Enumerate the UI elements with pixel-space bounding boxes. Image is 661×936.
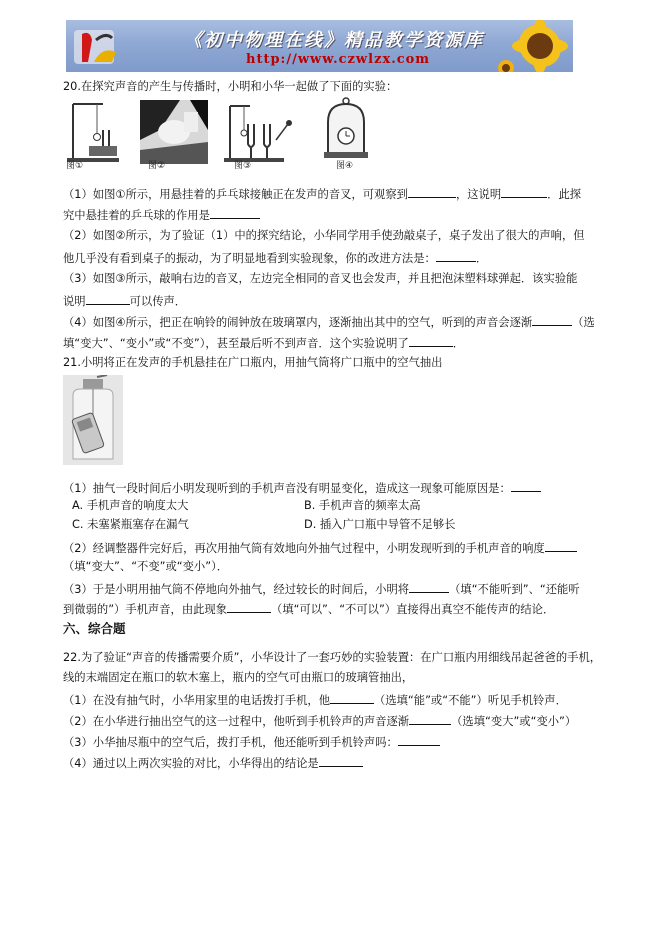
q21-p1-text: （1）抽气一段时间后小明发现听到的手机声音没有明显变化，造成这一现象可能原因是： xyxy=(63,482,511,495)
q20-part4-line1 xyxy=(63,314,595,330)
sunflower-icon xyxy=(496,20,573,72)
q22-p2-text-a: （2）在小华进行抽出空气的这一过程中，他听到手机铃声的声音逐渐 xyxy=(63,715,410,728)
banner-title: 《初中物理在线》精品教学资源库 xyxy=(184,30,484,51)
header-banner xyxy=(66,20,573,72)
answer-blank[interactable] xyxy=(409,335,453,347)
q20-p4-text-b: （选 xyxy=(572,316,595,329)
q22-stem-line2: 线的末端固定在瓶口的软木塞上，瓶内的空气可由瓶口的玻璃管抽出， xyxy=(63,671,414,684)
q22-p1-text-b: （选填“能”或“不能”）听见手机铃声． xyxy=(374,694,567,707)
q21-part1 xyxy=(63,480,541,496)
q22-p1-text-a: （1）在没有抽气时，小华用家里的电话拨打手机，他 xyxy=(63,694,331,707)
answer-blank[interactable] xyxy=(409,581,449,593)
figure-2-knocking-table-photo xyxy=(140,100,208,164)
q20-p3-text-c: 可以传声． xyxy=(129,295,187,308)
q21-part2-line2: （填“变大”、“不变”或“变小”）． xyxy=(63,560,229,573)
figure-phone-in-jar xyxy=(63,375,123,465)
q22-stem-line1: 22.为了验证“声音的传播需要介质”，小华设计了一套巧妙的实验装置：在广口瓶内用细线吊起爸爸的手机， xyxy=(63,651,602,664)
q20-part3-line2 xyxy=(63,293,186,309)
q22-part4 xyxy=(63,755,363,771)
answer-blank[interactable] xyxy=(436,250,476,262)
answer-blank[interactable] xyxy=(330,692,374,704)
q20-p3-text-b: 说明 xyxy=(63,295,86,308)
q20-part2-line2 xyxy=(63,250,487,266)
q21-p3-text-a: （3）于是小明用抽气筒不停地向外抽气，经过较长的时间后，小明将 xyxy=(63,583,410,596)
q22-part2 xyxy=(63,713,576,729)
site-logo-icon xyxy=(72,26,142,68)
q20-part1-line2 xyxy=(63,207,260,223)
q20-p1-text-b: ，这说明 xyxy=(455,188,502,201)
q21-p3-text-b: （填“不能听到”、“还能听 xyxy=(449,583,580,596)
figure-4-label: 图④ xyxy=(336,161,354,171)
q22-p2-text-b: （选填“变大”或“变小”） xyxy=(451,715,577,728)
q22-part1 xyxy=(63,692,567,708)
q21-part2-line1 xyxy=(63,540,577,556)
q22-part3 xyxy=(63,734,440,750)
answer-blank[interactable] xyxy=(532,314,572,326)
answer-blank[interactable] xyxy=(319,755,363,767)
figure-3-two-tuning-forks xyxy=(222,100,300,164)
answer-blank[interactable] xyxy=(210,207,260,219)
answer-blank[interactable] xyxy=(501,186,547,198)
q21-part3-line1 xyxy=(63,581,580,597)
figure-2-label: 图② xyxy=(148,161,166,171)
q20-part3-line1: （3）如图③所示，敲响右边的音叉，左边完全相同的音叉也会发声，并且把泡沫塑料球弹起．该实验能 xyxy=(63,272,578,285)
q22-p3-text-a: （3）小华抽尽瓶中的空气后，拨打手机，他还能听到手机铃声吗： xyxy=(63,736,398,749)
q20-p4-text-c: 填“变大”、“变小”或“不变”），甚至最后听不到声音．这个实验说明了 xyxy=(63,337,409,350)
q21-option-c[interactable]: C. 未塞紧瓶塞存在漏气 xyxy=(72,518,189,531)
answer-blank[interactable] xyxy=(511,480,541,492)
answer-blank[interactable] xyxy=(409,713,451,725)
q21-p3-text-d: （填“可以”、“不可以”）直接得出真空不能传声的结论． xyxy=(271,603,555,616)
figure-1-tuning-fork-pingpong xyxy=(63,100,125,166)
q20-p1-text-d: 究中悬挂着的乒乓球的作用是 xyxy=(63,209,210,222)
banner-url[interactable]: http://www.czwlzx.com xyxy=(246,52,431,67)
q20-part1-line1 xyxy=(63,186,581,202)
figure-3-label: 图③ xyxy=(234,161,252,171)
q21-p3-text-c: 到微弱的”）手机声音，由此现象 xyxy=(63,603,228,616)
section-heading: 六、综合题 xyxy=(63,621,126,636)
q20-p4-text-d: ． xyxy=(452,337,465,350)
q20-part4-line2 xyxy=(63,335,464,351)
q20-part2-line1: （2）如图②所示，为了验证（1）中的探究结论，小华同学用手使劲敲桌子，桌子发出了很大的声响，但 xyxy=(63,229,585,242)
q21-stem: 21.小明将正在发声的手机悬挂在广口瓶内，用抽气筒将广口瓶中的空气抽出 xyxy=(63,356,443,369)
answer-blank[interactable] xyxy=(227,601,271,613)
q20-p4-text-a: （4）如图④所示，把正在响铃的闹钟放在玻璃罩内，逐渐抽出其中的空气，听到的声音会逐渐 xyxy=(63,316,533,329)
figure-1-label: 图① xyxy=(66,161,84,171)
q22-p4-text-a: （4）通过以上两次实验的对比，小华得出的结论是 xyxy=(63,757,319,770)
q21-option-d[interactable]: D. 插入广口瓶中导管不足够长 xyxy=(304,518,456,531)
q20-p2-text-b: 他几乎没有看到桌子的振动，为了明显地看到实验现象，你的改进方法是： xyxy=(63,252,436,265)
answer-blank[interactable] xyxy=(86,293,130,305)
answer-blank[interactable] xyxy=(398,734,440,746)
q21-option-b[interactable]: B. 手机声音的频率太高 xyxy=(304,499,421,512)
q21-p2-text-a: （2）经调整器件完好后，再次用抽气筒有效地向外抽气过程中，小明发现听到的手机声音的响度 xyxy=(63,542,545,555)
q20-p1-text-a: （1）如图①所示，用悬挂着的乒乓球接触正在发声的音叉，可观察到 xyxy=(63,188,408,201)
answer-blank[interactable] xyxy=(545,540,577,552)
q21-part3-line2 xyxy=(63,601,554,617)
q20-stem: 20.在探究声音的产生与传播时，小明和小华一起做了下面的实验： xyxy=(63,80,398,93)
answer-blank[interactable] xyxy=(408,186,456,198)
figure-4-bell-jar-clock xyxy=(322,96,370,164)
q21-option-a[interactable]: A. 手机声音的响度太大 xyxy=(72,499,189,512)
q20-p1-text-c: ．此探 xyxy=(547,188,582,201)
q20-p2-text-c: ． xyxy=(475,252,488,265)
